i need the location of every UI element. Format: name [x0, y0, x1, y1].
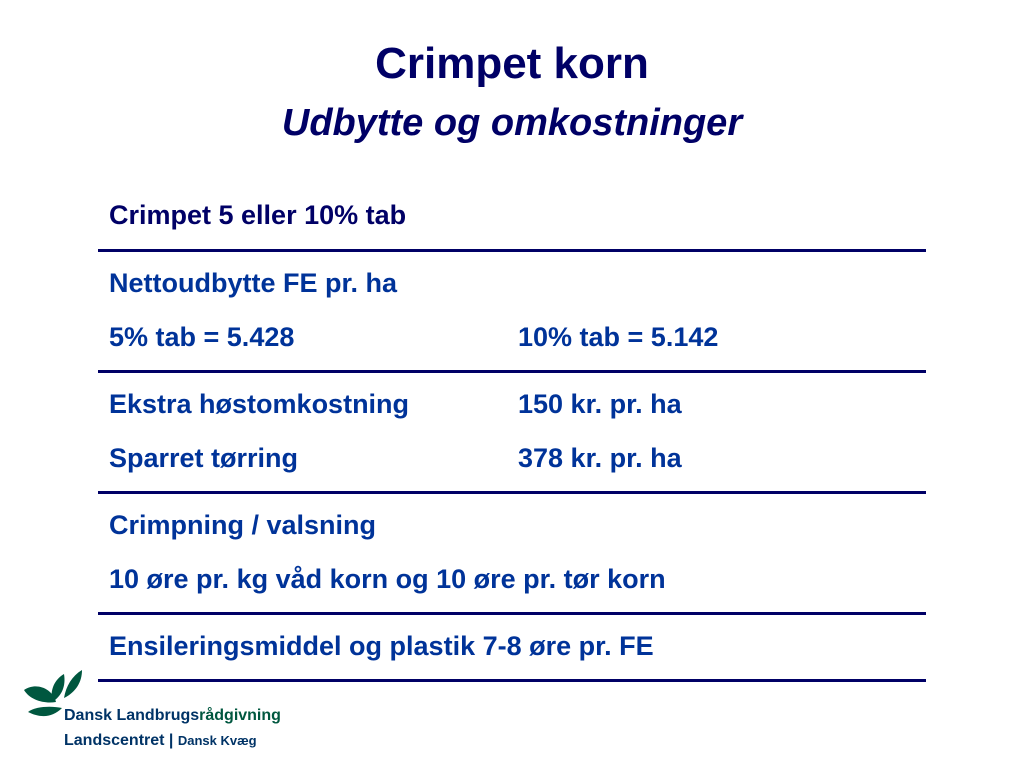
- table-row: [109, 498, 926, 552]
- org-separator: |: [168, 732, 174, 749]
- row-label: Ekstra høstomkostning: [109, 389, 410, 419]
- table-row: [109, 431, 926, 485]
- slide-title: Crimpet korn: [375, 39, 649, 88]
- cost-table: [98, 190, 926, 682]
- slide-subtitle: Udbytte og omkostninger: [281, 102, 743, 144]
- table-row: [109, 552, 926, 606]
- row-label: Ensileringsmiddel og plastik 7-8 øre pr. FE: [109, 631, 654, 661]
- row-label: 5% tab = 5.428: [109, 322, 295, 352]
- table-group-yield: [98, 252, 926, 373]
- unit-name: Dansk Kvæg: [177, 733, 257, 748]
- table-header: Crimpet 5 eller 10% tab: [98, 190, 926, 252]
- table-group-ensiling: [98, 615, 926, 682]
- row-value: 10% tab = 5.142: [518, 322, 719, 352]
- table-row: [109, 619, 926, 673]
- table-row: [109, 377, 926, 431]
- table-group-costs: [98, 373, 926, 494]
- table-row: [109, 310, 926, 364]
- row-label: 10 øre pr. kg våd korn og 10 øre pr. tør korn: [109, 564, 666, 594]
- brand-org: [64, 731, 257, 751]
- row-value: 150 kr. pr. ha: [518, 389, 682, 419]
- brand-name-part1: Dansk Landbrugs: [64, 707, 200, 724]
- brand-name-part2: rådgivning: [199, 707, 281, 724]
- table-row: [109, 256, 926, 310]
- row-label: Crimpning / valsning: [109, 510, 377, 540]
- org-name: Landscentret: [64, 732, 165, 749]
- brand-name: [64, 706, 281, 726]
- row-value: 378 kr. pr. ha: [518, 443, 682, 473]
- row-label: Nettoudbytte FE pr. ha: [109, 268, 398, 298]
- row-label: Sparret tørring: [109, 443, 299, 473]
- table-group-crimping: [98, 494, 926, 615]
